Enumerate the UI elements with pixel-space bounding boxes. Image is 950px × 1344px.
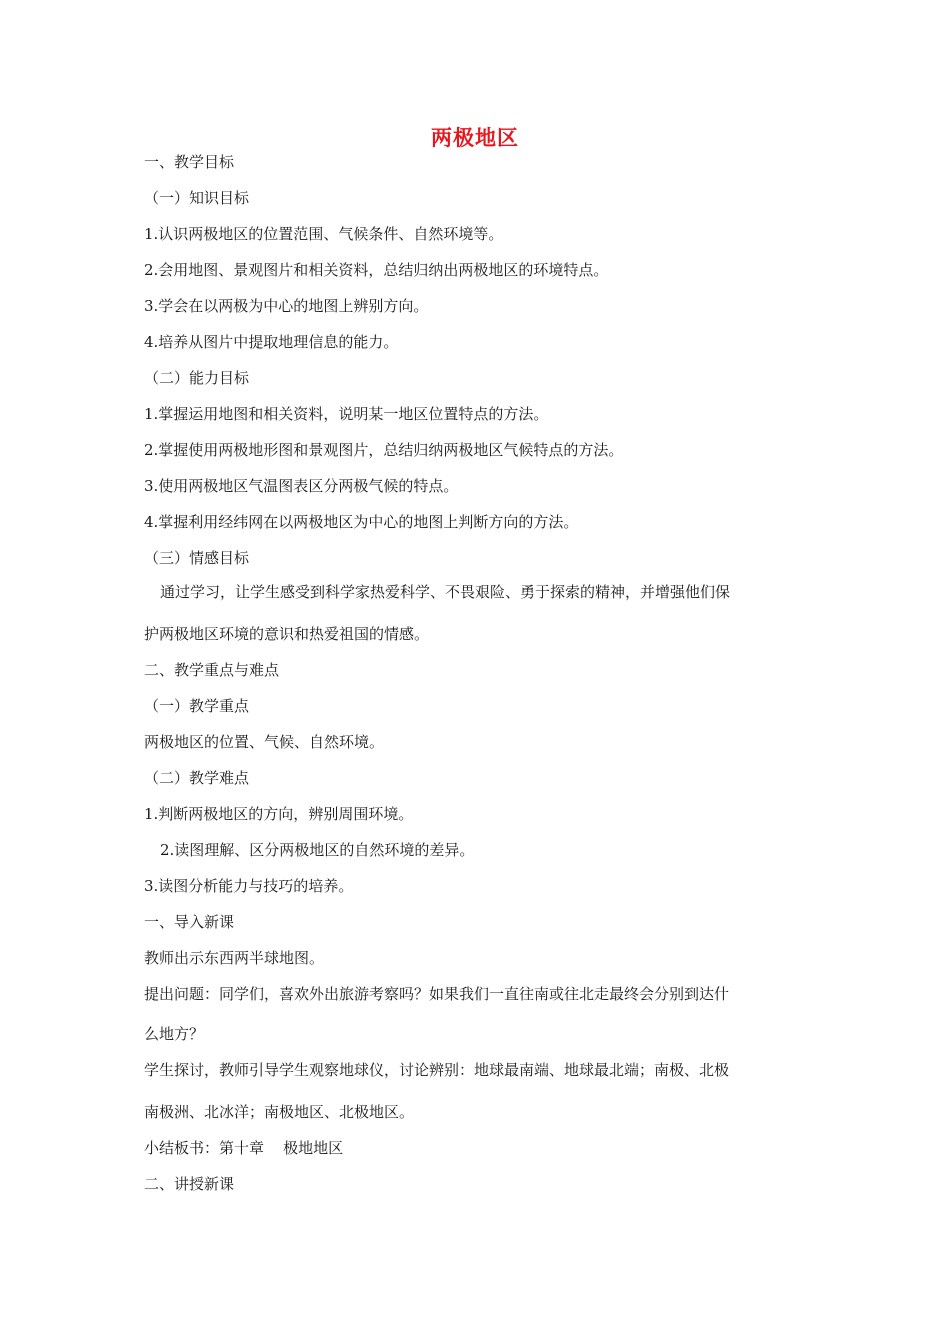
list-item: 3.读图分析能力与技巧的培养。 [144,877,354,895]
subheading-difficult-points: （二）教学难点 [144,769,250,787]
list-item: 1.判断两极地区的方向，辨别周围环境。 [144,805,414,823]
list-item: 3.使用两极地区气温图表区分两极气候的特点。 [144,477,459,495]
paragraph-line: 么地方？ [144,1025,205,1043]
paragraph-line: 提出问题：同学们，喜欢外出旅游考察吗？如果我们一直往南或往北走最终会分别到达什 [144,985,730,1003]
subheading-emotional-goals: （三）情感目标 [144,549,250,567]
paragraph-line: 两极地区的位置、气候、自然环境。 [144,733,385,751]
heading-new-lesson: 二、讲授新课 [144,1175,235,1193]
list-item: 1.认识两极地区的位置范围、气候条件、自然环境等。 [144,225,504,243]
list-item: 3.学会在以两极为中心的地图上辨别方向。 [144,297,429,315]
heading-key-points: 二、教学重点与难点 [144,661,280,679]
subheading-ability-goals: （二）能力目标 [144,369,250,387]
paragraph-line: 学生探讨，教师引导学生观察地球仪，讨论辨别：地球最南端、地球最北端；南极、北极 [144,1061,730,1079]
list-item: 2.掌握使用两极地形图和景观图片，总结归纳两极地区气候特点的方法。 [144,441,624,459]
heading-teaching-goals: 一、教学目标 [144,153,235,171]
subheading-knowledge-goals: （一）知识目标 [144,189,250,207]
list-item: 2.读图理解、区分两极地区的自然环境的差异。 [160,841,475,859]
paragraph-line: 通过学习，让学生感受到科学家热爱科学、不畏艰险、勇于探索的精神，并增强他们保 [160,583,731,601]
list-item: 2.会用地图、景观图片和相关资料，总结归纳出两极地区的环境特点。 [144,261,609,279]
list-item: 4.掌握利用经纬网在以两极地区为中心的地图上判断方向的方法。 [144,513,579,531]
subheading-key-points: （一）教学重点 [144,697,250,715]
list-item: 1.掌握运用地图和相关资料，说明某一地区位置特点的方法。 [144,405,549,423]
paragraph-line: 教师出示东西两半球地图。 [144,949,325,967]
paragraph-line: 南极洲、北冰洋；南极地区、北极地区。 [144,1103,415,1121]
list-item: 4.培养从图片中提取地理信息的能力。 [144,333,399,351]
heading-introduction: 一、导入新课 [144,913,235,931]
paragraph-line: 小结板书：第十章 极地地区 [144,1139,344,1157]
document-title: 两极地区 [431,125,519,150]
paragraph-line: 护两极地区环境的意识和热爱祖国的情感。 [144,625,430,643]
